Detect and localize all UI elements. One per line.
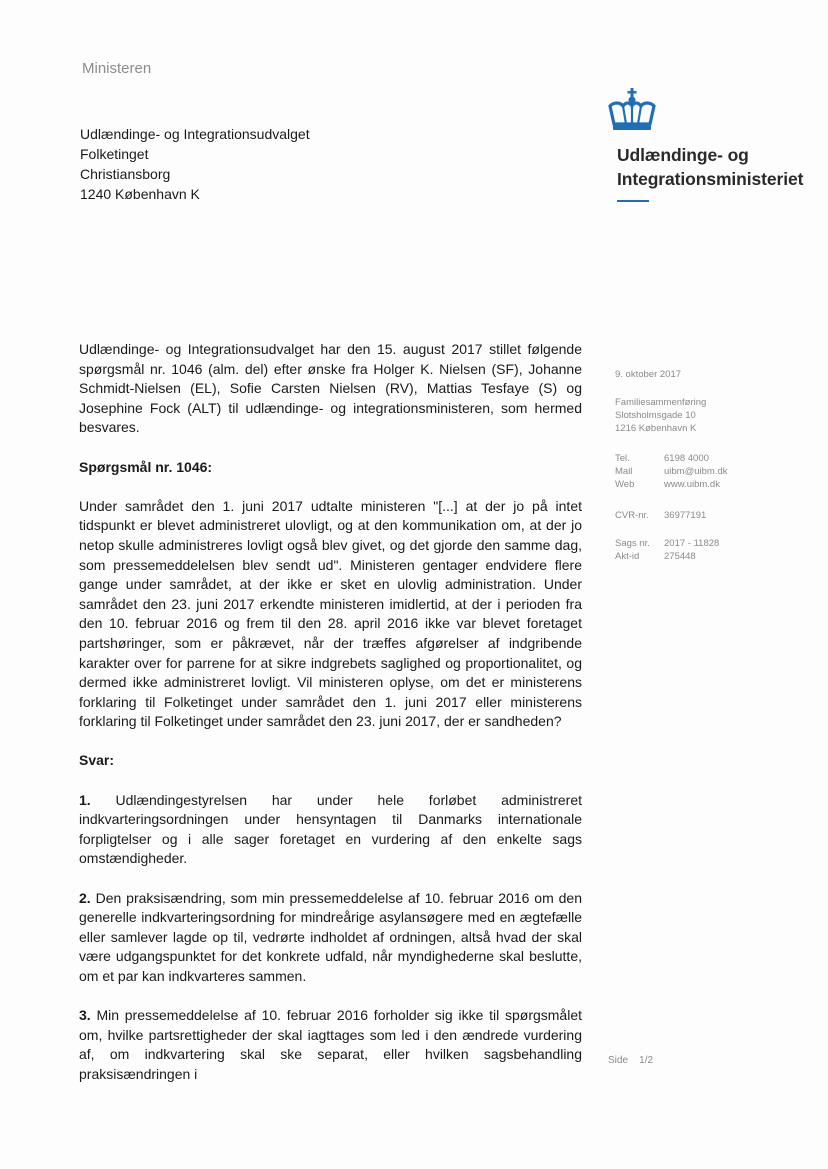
answer-text: Den praksisændring, som min pressemeddelelse af 10. februar 2016 om den generelle indkvarteringsordning for mindreårige asylansøgere med en ægtefælle eller samlever lagde op til, vedrørte indholdet af ordningen, altså hvad der skal være udgangspunktet for det konkrete udfald, når myndighederne skal beslutte, om et par kan indkvarteres sammen. — [79, 889, 582, 984]
letter-body — [79, 340, 582, 1085]
answer-item — [79, 791, 582, 869]
contact-mail-value: uibm@uibm.dk — [664, 466, 728, 477]
recipient-line: Christiansborg — [80, 166, 171, 182]
cvr-value: 36977191 — [664, 510, 707, 521]
letter-date: 9. oktober 2017 — [615, 369, 682, 380]
contact-web — [615, 478, 728, 491]
case-number — [615, 537, 719, 550]
question-heading: Spørgsmål nr. 1046: — [79, 458, 213, 475]
contact-info — [615, 452, 728, 491]
case-number-label: Sags nr. — [615, 538, 650, 549]
recipient-address — [80, 124, 310, 204]
ministry-accent-line — [617, 200, 649, 202]
answer-text: Udlændingestyrelsen har under hele forløbet administreret indkvarteringsordningen under hensyntagen til Danmarks internationale forpligtelser og i alle sager foretaget en vurdering af den enkelte sags omstændigheder. — [79, 791, 583, 867]
recipient-line: Folketinget — [80, 146, 149, 162]
recipient-line: 1240 København K — [80, 186, 200, 202]
page-value: 1/2 — [639, 1055, 654, 1066]
document-id — [615, 550, 719, 563]
contact-mail-label: Mail — [615, 466, 633, 477]
answer-item — [79, 1006, 582, 1084]
contact-web-value: www.uibm.dk — [664, 479, 720, 490]
cvr-label: CVR-nr. — [615, 510, 649, 521]
answer-heading: Svar: — [79, 752, 115, 769]
contact-tel-value: 6198 4000 — [664, 453, 709, 464]
document-id-label: Akt-id — [615, 551, 640, 562]
ministry-name-line1: Udlændinge- og — [617, 145, 749, 165]
answer-text: Min pressemeddelelse af 10. februar 2016 forholder sig ikke til spørgsmålet om, hvilke partsrettigheder der skal iagttages som led i den ændrede vurdering af, om indkvartering skal ske separat, eller hvilken sagsbehandling praksisændringen i — [79, 1007, 582, 1082]
contact-web-label: Web — [615, 479, 635, 490]
office-unit: Familiesammenføring — [615, 397, 707, 408]
page-label: Side — [608, 1055, 629, 1066]
page-number — [608, 1055, 653, 1066]
answer-item — [79, 889, 582, 987]
cvr-info — [615, 509, 706, 522]
answer-number: 3. — [79, 1007, 91, 1024]
office-address — [615, 396, 706, 435]
contact-tel — [615, 452, 728, 465]
ministry-name — [617, 143, 803, 191]
royal-crown-icon — [608, 88, 656, 134]
case-info — [615, 537, 719, 563]
office-street: Slotsholmsgade 10 — [615, 410, 696, 421]
intro-paragraph: Udlændinge- og Integrationsudvalget har den 15. august 2017 stillet følgende spørgsmål nr. 1046 (alm. del) efter ønske fra Holger K. Nielsen (SF), Johanne Schmidt-Nielsen (EL), Sofie Carsten Nielsen (RV), Mattias Tesfaye (S) og Josephine Fock (ALT) til udlændinge- og integrationsministeren, som hermed besvares. — [79, 341, 582, 436]
answer-number: 1. — [79, 791, 91, 808]
recipient-line: Udlændinge- og Integrationsudvalget — [80, 126, 310, 142]
contact-mail — [615, 465, 728, 478]
sender-label: Ministeren — [82, 60, 152, 77]
case-number-value: 2017 - 11828 — [664, 538, 720, 549]
document-id-value: 275448 — [664, 551, 696, 562]
ministry-name-line2: Integrationsministeriet — [617, 169, 804, 189]
answer-number: 2. — [79, 889, 91, 906]
question-paragraph: Under samrådet den 1. juni 2017 udtalte ministeren "[...] at der jo på intet tidspunkt er blevet administreret ulovligt, og at den kommunikation om, at der jo netop skulle administreres lovligt også blev givet, og det gjorde den samme dag, som pressemeddelelsen blev sendt ud". Ministeren gentager endvidere flere gange under samrådet, at der ikke er sket en ulovlig administration. Under samrådet den 23. juni 2017 erkendte ministeren imidlertid, at der i perioden fra den 10. februar 2016 og frem til den 28. april 2016 ikke var blevet foretaget partshøringer, som er påkrævet, når der træffes afgørelser af indgribende karakter over for parrene for at sikre indgrebets saglighed og proportionalitet, og dermed ikke administreret lovligt. Vil ministeren oplyse, om det er ministerens forklaring til Folketinget under samrådet den 1. juni 2017 eller ministerens forklaring til Folketinget under samrådet den 23. juni 2017, der er sandheden? — [79, 497, 582, 730]
contact-tel-label: Tel. — [615, 453, 630, 464]
office-city: 1216 København K — [615, 423, 697, 434]
